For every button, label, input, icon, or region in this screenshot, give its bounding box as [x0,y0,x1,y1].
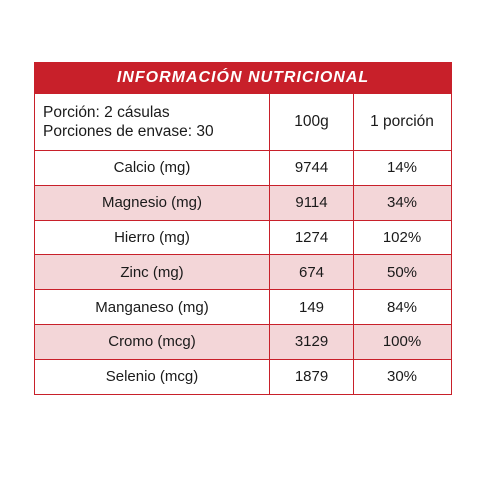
nutrient-name: Manganeso (mg) [95,298,209,316]
value-portion: 34% [353,186,450,220]
value-100g: 674 [269,255,353,289]
nutrition-facts-table [34,62,452,395]
nutrient-name: Magnesio (mg) [101,194,203,212]
table-row [35,359,451,394]
value-100g: 3129 [269,325,353,359]
table-row [35,254,451,289]
serving-info [35,94,269,150]
nutrient-name: Calcio (mg) [113,159,191,177]
value-portion: 84% [353,290,450,324]
column-header-100g: 100g [269,94,353,150]
nutrient-name: Cromo (mcg) [108,333,196,351]
value-portion: 30% [353,360,450,394]
portion-size: Porción: 2 cásulas [43,104,170,121]
value-portion: 100% [353,325,450,359]
nutrient-name: Zinc (mg) [120,263,184,281]
table-row [35,150,451,185]
value-portion: 102% [353,221,450,255]
servings-per-container: Porciones de envase: 30 [43,123,214,140]
value-100g: 149 [269,290,353,324]
value-100g: 9744 [269,151,353,185]
nutrient-name: Hierro (mg) [114,228,190,246]
value-100g: 1879 [269,360,353,394]
value-100g: 1274 [269,221,353,255]
value-100g: 9114 [269,186,353,220]
table-row [35,324,451,359]
table-row [35,185,451,220]
table-row [35,220,451,255]
value-portion: 50% [353,255,450,289]
value-portion: 14% [353,151,450,185]
nutrient-name: Selenio (mcg) [105,368,199,386]
column-header-portion: 1 porción [353,94,450,150]
serving-header-row [35,93,451,150]
table-title: INFORMACIÓN NUTRICIONAL [35,63,451,93]
table-row [35,289,451,324]
